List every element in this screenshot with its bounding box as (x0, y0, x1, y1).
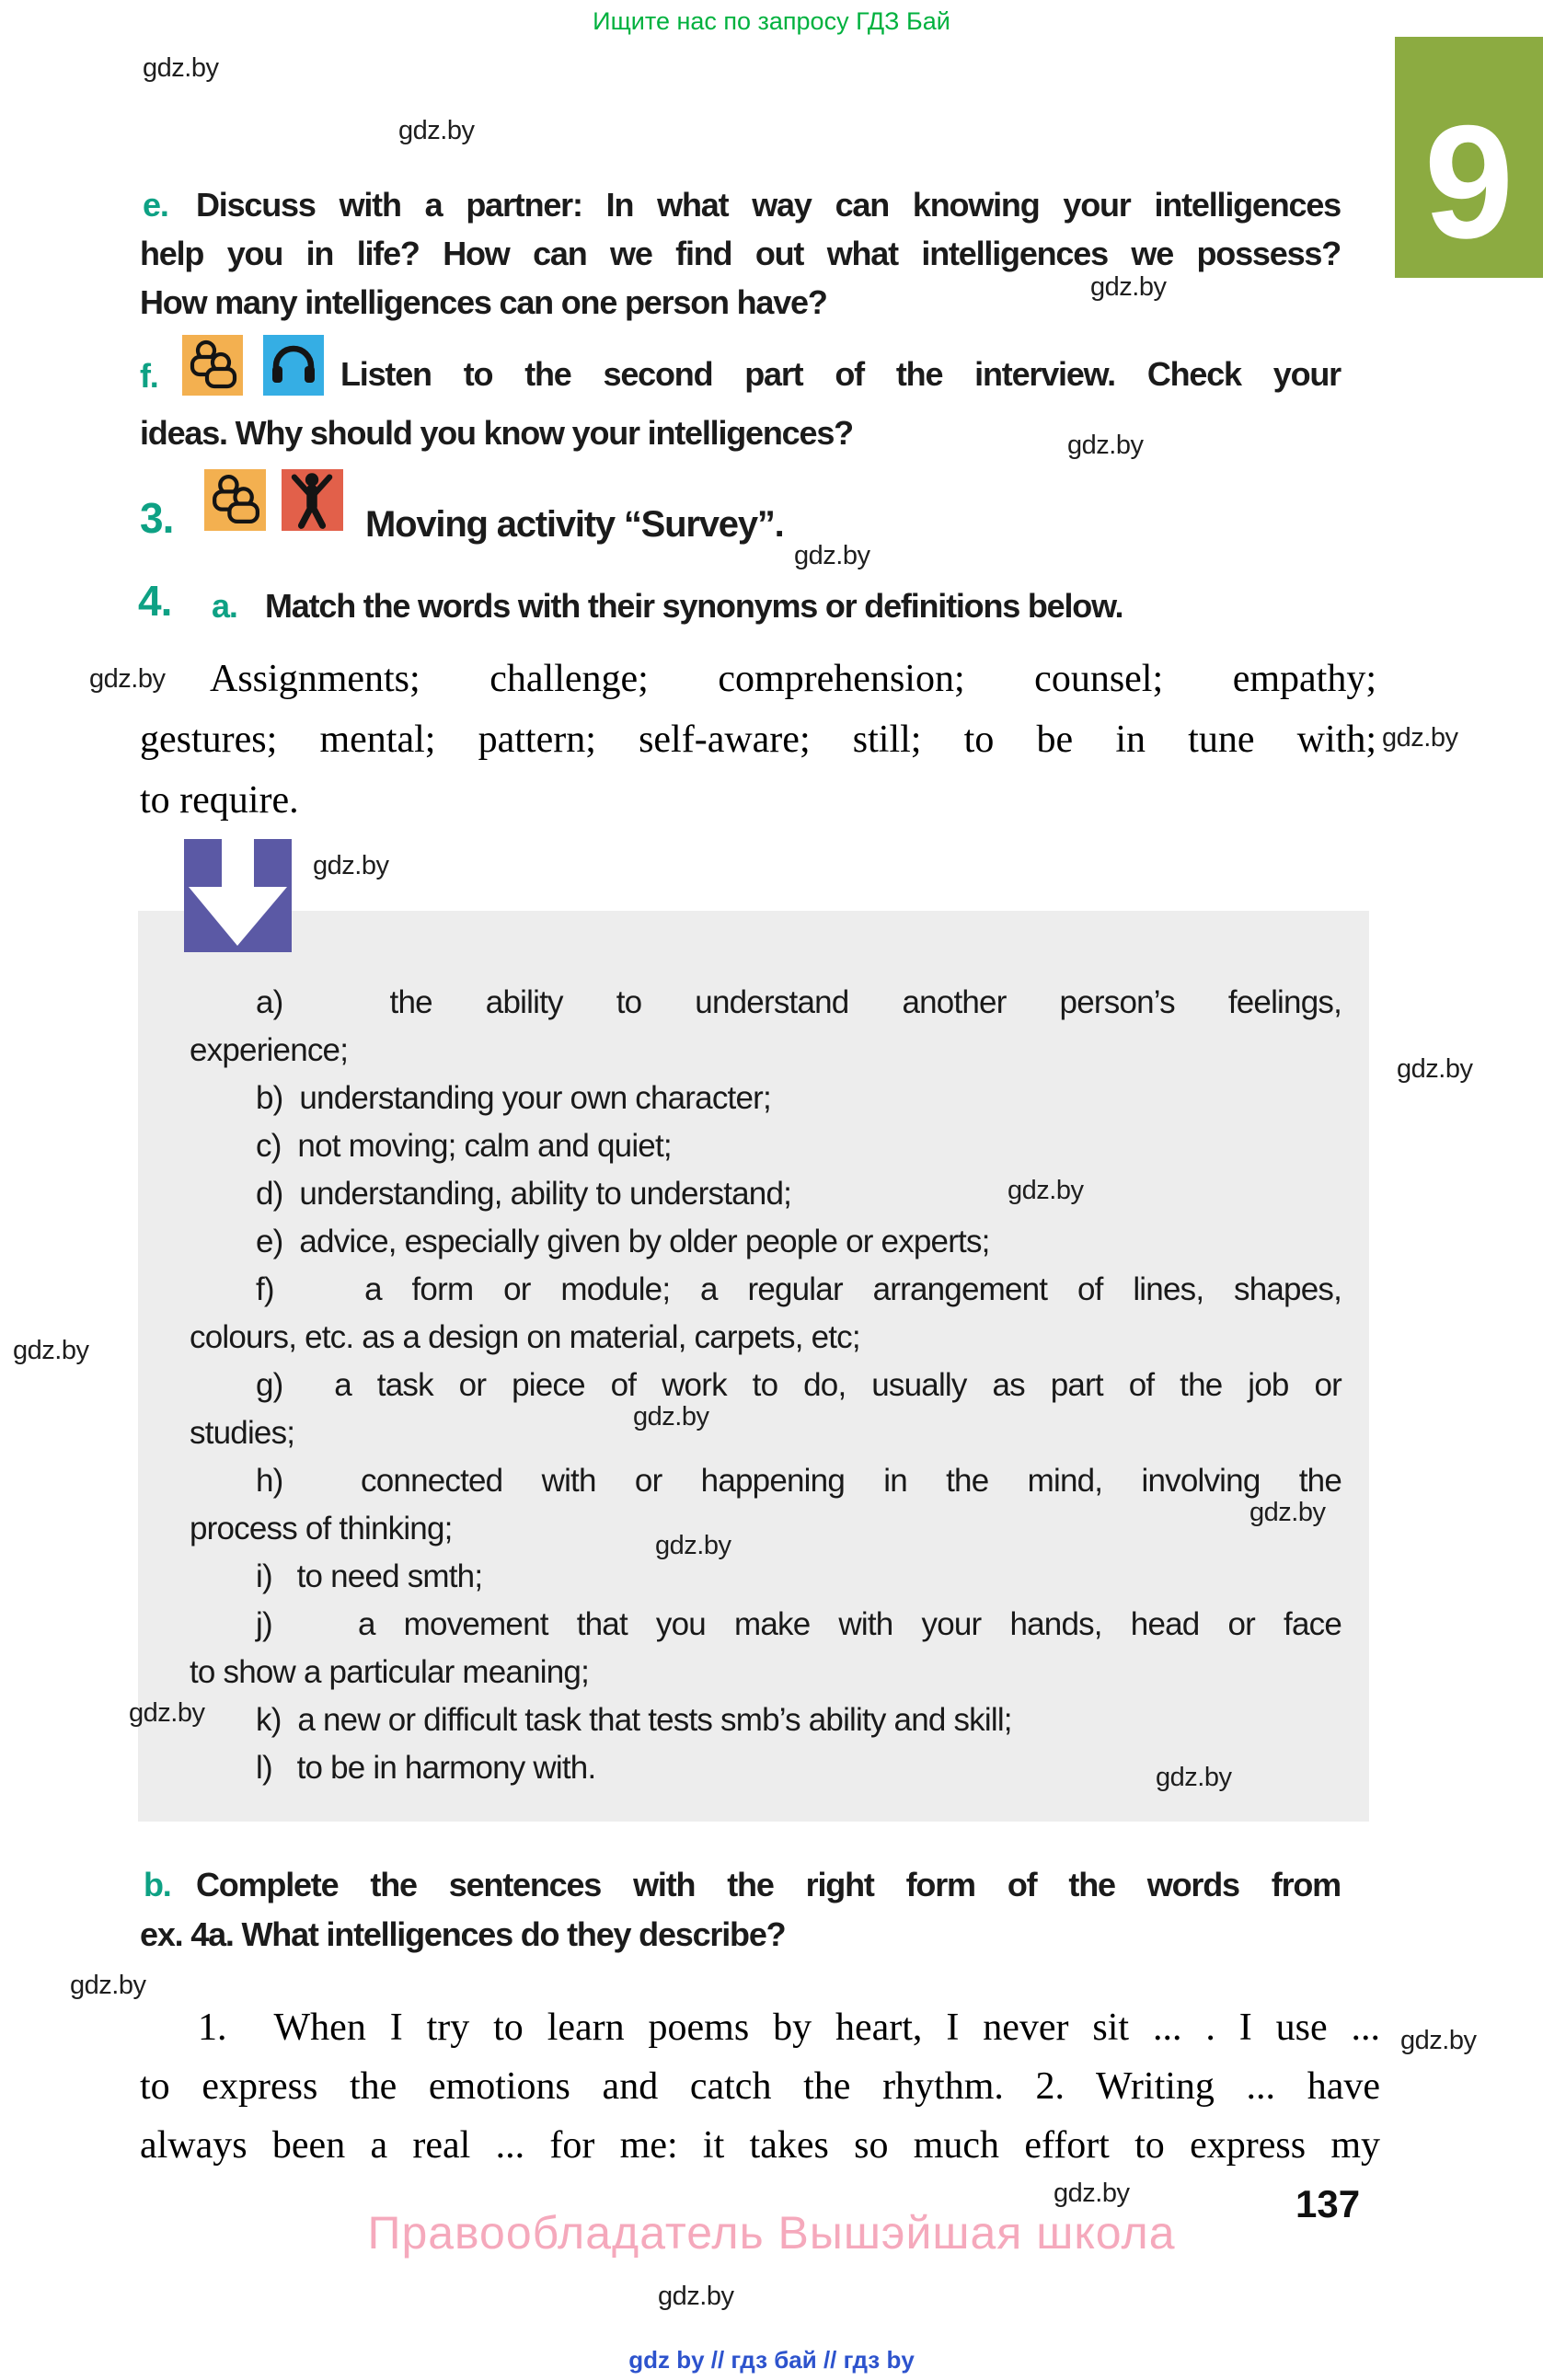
exercise-e-line3: How many intelligences can one person have? (140, 283, 827, 321)
definition-line: a) the ability to understand another person’s feelings, (256, 984, 1341, 1020)
headphones-icon (263, 335, 324, 396)
exercise-f-line1: Listen to the second part of the interview. Check your (340, 355, 1341, 393)
exercise-4a-title: Match the words with their synonyms or definitions below. (265, 587, 1123, 625)
definition-line: process of thinking; (190, 1511, 453, 1546)
gdz-watermark: gdz.by (1008, 1176, 1084, 1205)
definition-line: experience; (190, 1032, 349, 1068)
gdz-watermark: gdz.by (1067, 431, 1144, 460)
exercise-e-line2: help you in life? How can we find out what intelligences we possess? (140, 235, 1341, 272)
exercise-f-label: f. (140, 357, 158, 395)
definition-line: i) to need smth; (256, 1558, 483, 1594)
exercise-4a-label: a. (212, 587, 237, 625)
moving-person-icon (282, 469, 343, 531)
definition-line: h) connected with or happening in the mind, involving the (256, 1463, 1341, 1499)
definition-line: j) a movement that you make with your hands, head or face (256, 1606, 1341, 1642)
exercise-b-line2: ex. 4a. What intelligences do they describe? (140, 1915, 786, 1953)
definition-line: colours, etc. as a design on material, carpets, etc; (190, 1319, 860, 1355)
gdz-watermark: gdz.by (658, 2282, 734, 2311)
gdz-watermark: gdz.by (794, 541, 870, 570)
definition-line: studies; (190, 1415, 295, 1451)
gdz-watermark: gdz.by (1382, 723, 1458, 753)
gdz-watermark: gdz.by (1400, 2026, 1477, 2055)
exercise-3-title: Moving activity “Survey”. (365, 504, 784, 545)
exercise-e-label: e. (143, 186, 168, 224)
exercise-3-number: 3. (140, 494, 174, 542)
exercise-e-line1: Discuss with a partner: In what way can knowing your intelligences (196, 186, 1341, 224)
definition-line: d) understanding, ability to understand; (256, 1176, 792, 1212)
definition-line: to show a particular meaning; (190, 1654, 589, 1690)
gdz-watermark: gdz.by (633, 1402, 709, 1431)
gdz-watermark: gdz.by (313, 851, 389, 880)
gdz-watermark: gdz.by (13, 1336, 89, 1365)
exercise-f-line2: ideas. Why should you know your intelligences? (140, 414, 853, 452)
search-hint: Ищите нас по запросу ГДЗ Бай (593, 7, 950, 35)
sentence-line1: 1. When I try to learn poems by heart, I never sit ... . I use ... (198, 2006, 1380, 2049)
gdz-watermark: gdz.by (398, 116, 475, 145)
gdz-watermark: gdz.by (89, 664, 166, 694)
down-arrow-icon (184, 839, 292, 952)
definition-line: k) a new or difficult task that tests smb’s ability and skill; (256, 1702, 1012, 1738)
gdz-watermark: gdz.by (1054, 2179, 1130, 2208)
gdz-watermark: gdz.by (143, 53, 219, 83)
word-list-line1: Assignments; challenge; comprehension; counsel; empathy; (210, 658, 1376, 700)
definition-line: g) a task or piece of work to do, usually as part of the job or (256, 1367, 1341, 1403)
word-list-line3: to require. (140, 779, 299, 822)
pair-work-icon (182, 335, 243, 396)
definition-line: c) not moving; calm and quiet; (256, 1128, 672, 1164)
gdz-watermark: gdz.by (1249, 1498, 1326, 1527)
definition-line: e) advice, especially given by older people or experts; (256, 1224, 990, 1259)
definition-line: l) to be in harmony with. (256, 1750, 596, 1786)
gdz-watermark: gdz.by (655, 1531, 731, 1560)
gdz-watermark: gdz.by (1397, 1054, 1473, 1084)
word-list-line2: gestures; mental; pattern; self-aware; still; to be in tune with; (140, 719, 1376, 761)
exercise-b-label: b. (144, 1866, 171, 1903)
sentence-line3: always been a real ... for me: it takes so much effort to express my (140, 2124, 1380, 2167)
exercise-b-line1: Complete the sentences with the right form of the words from (196, 1866, 1341, 1903)
definition-line: f) a form or module; a regular arrangement of lines, shapes, (256, 1271, 1341, 1307)
gdz-watermark: gdz.by (70, 1971, 146, 2000)
sentence-line2: to express the emotions and catch the rhythm. 2. Writing ... have (140, 2065, 1380, 2108)
unit-number-badge (1395, 37, 1543, 278)
gdz-watermark: gdz.by (1090, 272, 1167, 302)
gdz-watermark: gdz.by (1156, 1763, 1232, 1792)
unit-number: 9 (1423, 93, 1514, 272)
footer-links[interactable]: gdz by // гдз бай // гдз by (628, 2346, 915, 2374)
exercise-4-number: 4. (138, 577, 172, 625)
gdz-watermark: gdz.by (129, 1698, 205, 1728)
pair-work-icon (204, 469, 266, 531)
copyright-text: Правообладатель Вышэйшая школа (367, 2207, 1176, 2259)
page-number: 137 (1295, 2182, 1361, 2225)
definition-line: b) understanding your own character; (256, 1080, 771, 1116)
